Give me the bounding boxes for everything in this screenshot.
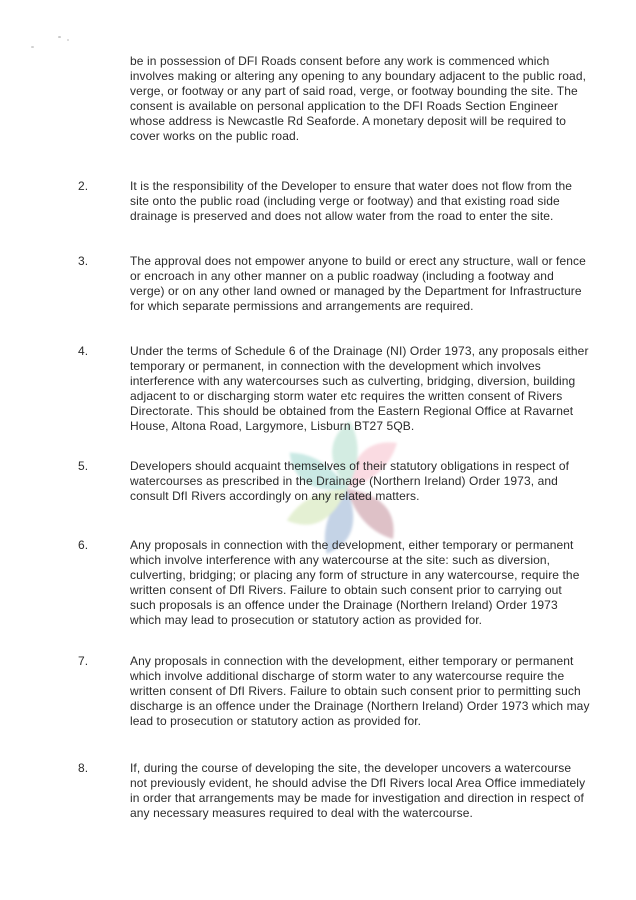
scan-speck xyxy=(67,39,69,41)
note-text: Any proposals in connection with the development, either temporary or permanent which involve interference with any watercourse at the site: such as diversion, culverting, bridging; or placing any form of structure in any watercourse, require the written consent of DfI Rivers. Failure to obtain such consent prior to carrying out such proposals is an offence under the Drainage (Northern Ireland) Order 1973 which may lead to prosecution or statutory action as provided for. xyxy=(130,538,580,627)
note-item-2 xyxy=(0,179,636,224)
note-number: 4. xyxy=(78,344,89,358)
note-text: Under the terms of Schedule 6 of the Drainage (NI) Order 1973, any proposals either temporary or permanent, in connection with the development which involves interference with any watercourses such as culverting, bridging, diversion, building adjacent to or discharging storm water etc requires the written consent of Rivers Directorate. This should be obtained from the Eastern Regional Office at Ravarnet House, Altona Road, Largymore, Lisburn BT27 5QB. xyxy=(130,344,589,433)
note-text: Any proposals in connection with the development, either temporary or permanent which involve additional discharge of storm water to any watercourse require the written consent of DfI Rivers. Failure to obtain such consent prior to permitting such discharge is an offence under the Drainage (Northern Ireland) Order 1973 which may lead to prosecution or statutory action as provided for. xyxy=(130,654,590,728)
note-text: Developers should acquaint themselves of their statutory obligations in respect of watercourses as prescribed in the Drainage (Northern Ireland) Order 1973, and consult DfI Rivers accordingly on any related matters. xyxy=(130,459,570,503)
note-item-8 xyxy=(0,761,636,821)
note-number: 2. xyxy=(78,179,89,193)
note-item-5 xyxy=(0,459,636,504)
note-text: If, during the course of developing the site, the developer uncovers a watercourse not previously evident, he should advise the DfI Rivers local Area Office immediately in order that arrangements may be made for investigation and direction in respect of any necessary measures required to deal with the watercourse. xyxy=(130,761,586,820)
note-number: 6. xyxy=(78,538,89,552)
note-item-3 xyxy=(0,254,636,314)
scan-speck xyxy=(31,46,34,48)
note-text: It is the responsibility of the Developer to ensure that water does not flow from the site onto the public road (including verge or footway) and that existing road side drainage is preserved and does not allow water from the road to enter the site. xyxy=(130,179,573,223)
note-item-4 xyxy=(0,344,636,434)
note-number: 3. xyxy=(78,254,89,268)
note-item-6 xyxy=(0,538,636,628)
note-number: 8. xyxy=(78,761,89,775)
scan-speck xyxy=(58,36,61,38)
note-number: 7. xyxy=(78,654,89,668)
note-number: 5. xyxy=(78,459,89,473)
note-text: The approval does not empower anyone to build or erect any structure, wall or fence or encroach in any other manner on a public roadway (including a footway and verge) or on any other land owned or managed by the Department for Infrastructure for which separate permissions and arrangements are required. xyxy=(130,254,586,313)
note-item-7 xyxy=(0,654,636,729)
paragraph-continuation: be in possession of DFI Roads consent before any work is commenced which involves making or altering any opening to any boundary adjacent to the public road, verge, or footway or any part of said road, verge, or footway bounding the site. The consent is available on personal application to the DFI Roads Section Engineer whose address is Newcastle Rd Seaforde. A monetary deposit will be required to cover works on the public road. xyxy=(130,54,587,143)
